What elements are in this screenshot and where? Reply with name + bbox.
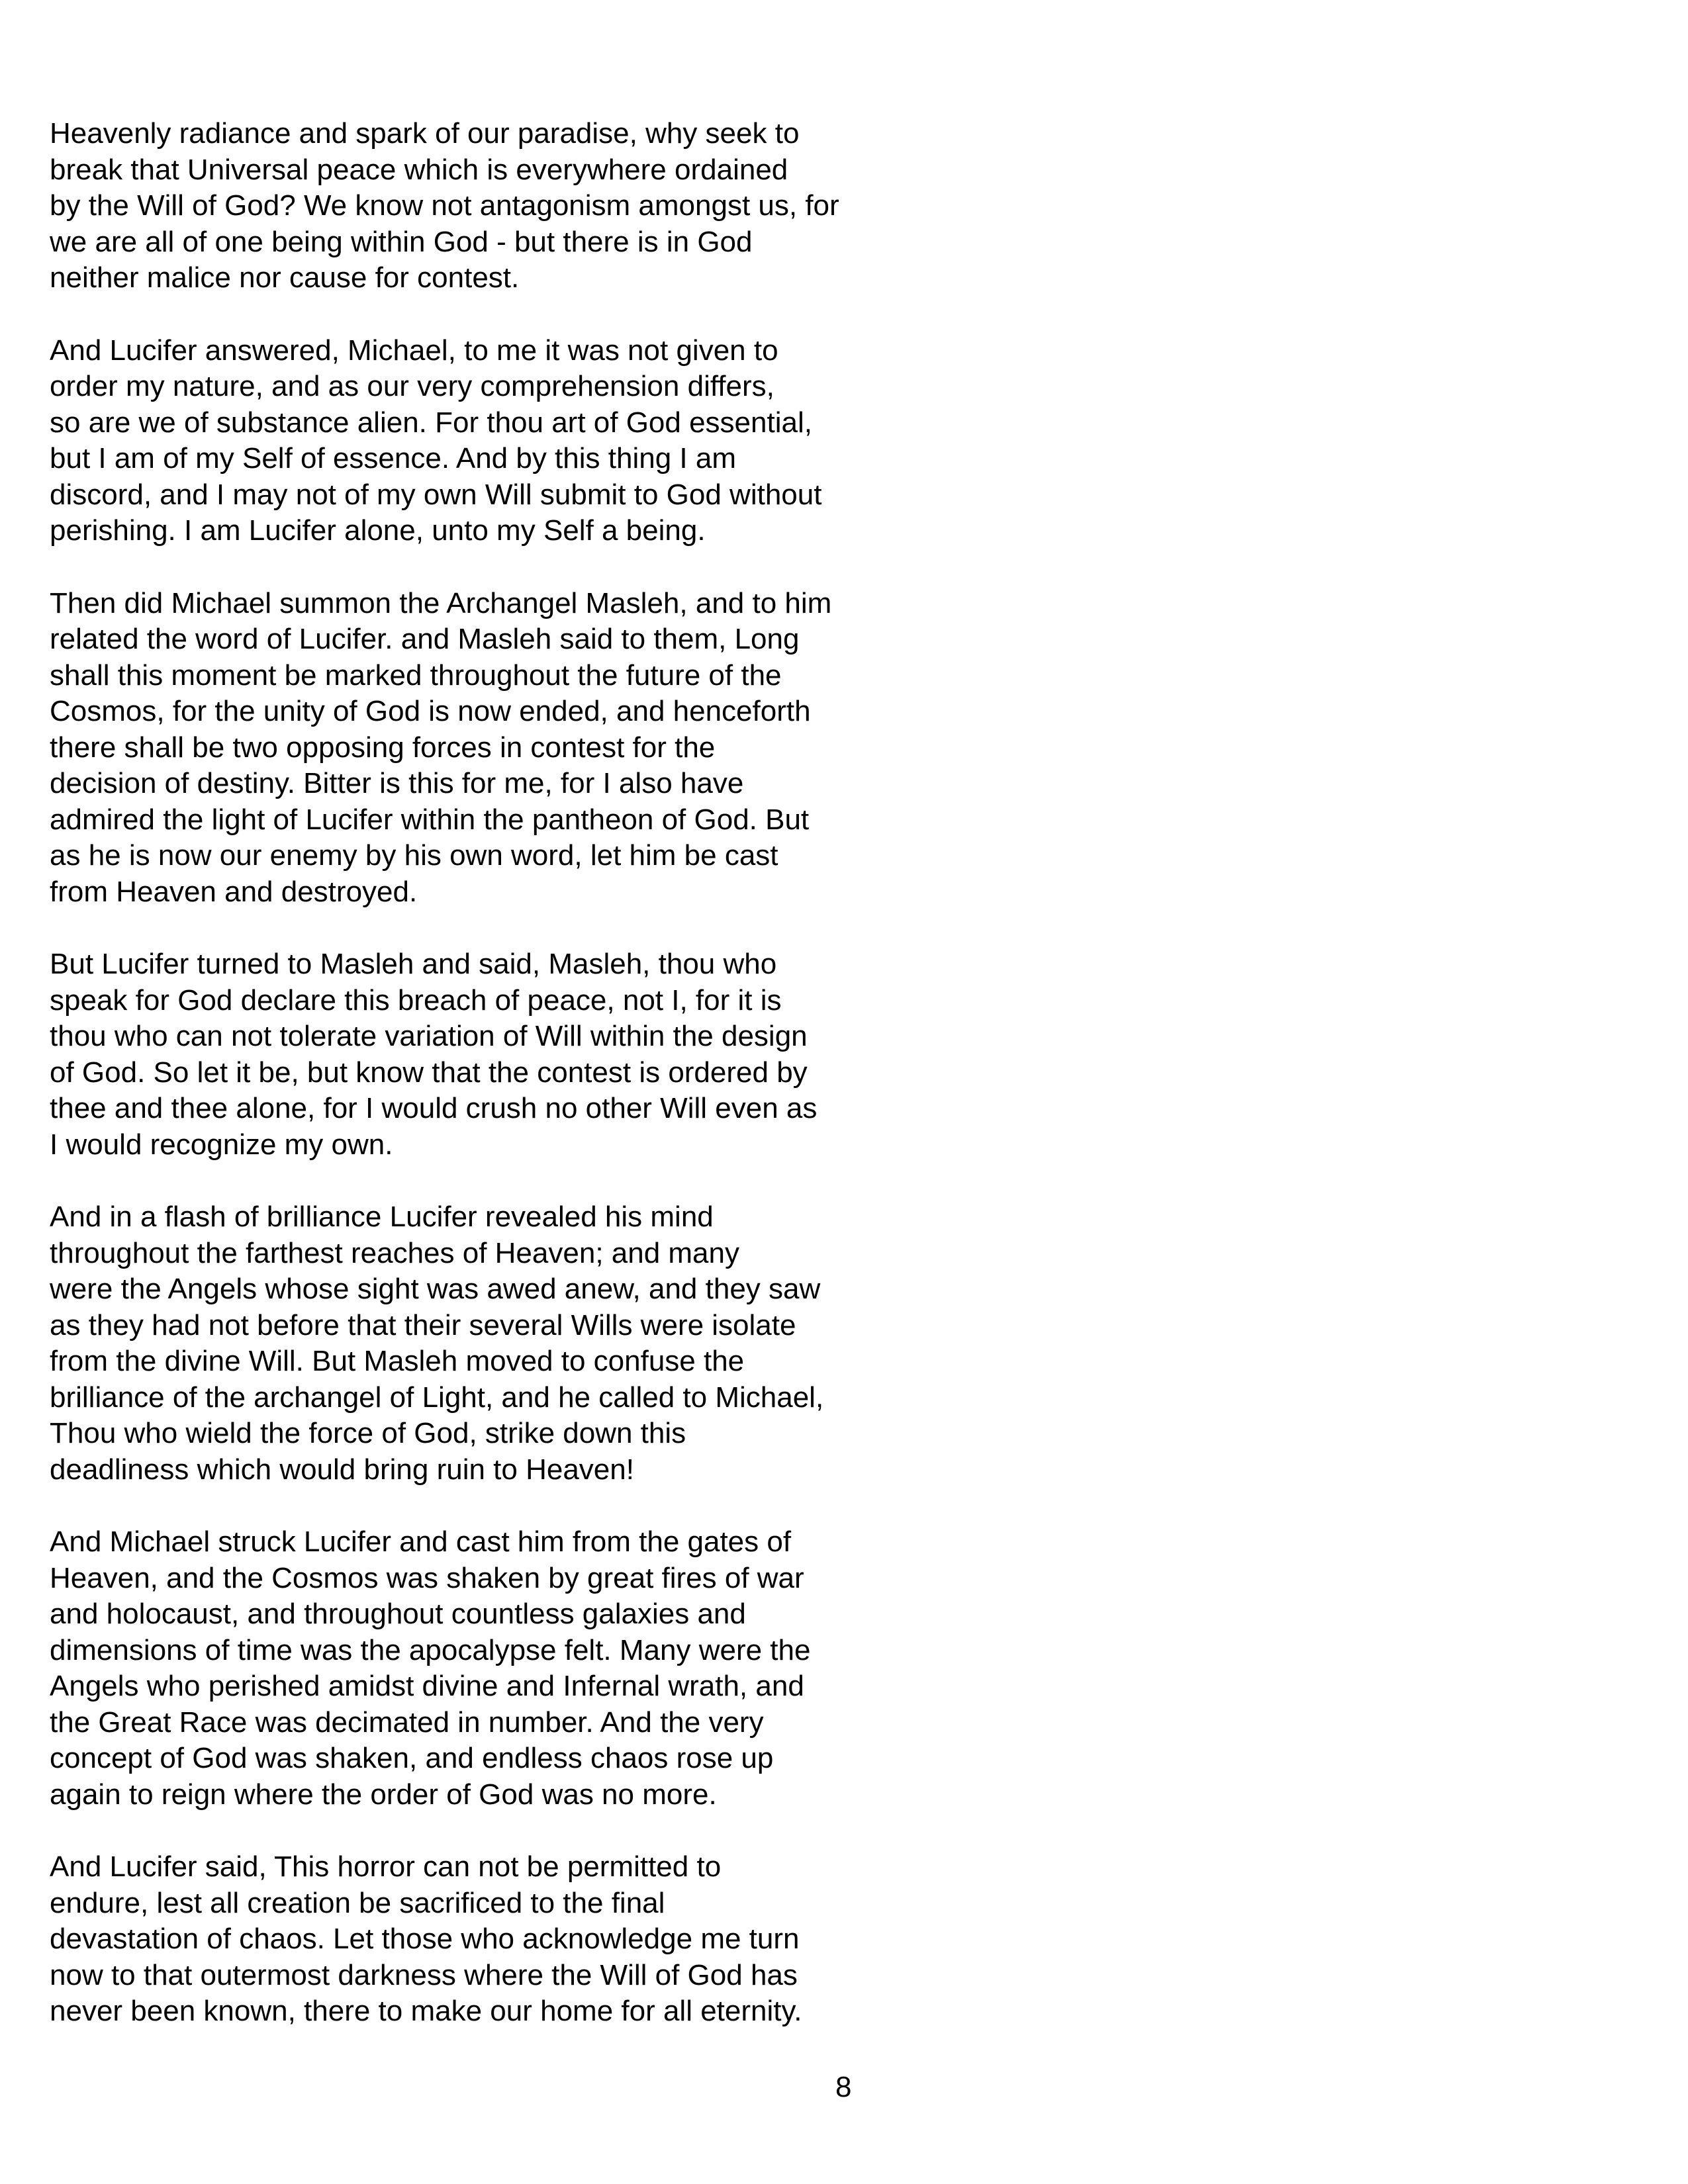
- text-line: the Great Race was decimated in number. And the very: [50, 1706, 764, 1739]
- text-line: again to reign where the order of God was no more.: [50, 1778, 717, 1811]
- text-line: now to that outermost darkness where the Will of God has: [50, 1958, 798, 1991]
- paragraph-1: [50, 116, 910, 296]
- text-line: dimensions of time was the apocalypse felt. Many were the: [50, 1633, 811, 1666]
- text-line: concept of God was shaken, and endless chaos rose up: [50, 1742, 774, 1774]
- text-line: And Michael struck Lucifer and cast him from the gates of: [50, 1525, 792, 1558]
- text-line: admired the light of Lucifer within the pantheon of God. But: [50, 803, 810, 836]
- text-line: thou who can not tolerate variation of Will within the design: [50, 1020, 808, 1052]
- text-line: by the Will of God? We know not antagonism amongst us, for: [50, 189, 839, 222]
- text-line: neither malice nor cause for contest.: [50, 261, 520, 294]
- text-line: so are we of substance alien. For thou art of God essential,: [50, 406, 812, 439]
- text-line: as he is now our enemy by his own word, let him be cast: [50, 839, 778, 872]
- text-line: related the word of Lucifer. and Masleh said to them, Long: [50, 623, 800, 655]
- text-line: But Lucifer turned to Masleh and said, Masleh, thou who: [50, 948, 777, 980]
- text-line: Heaven, and the Cosmos was shaken by great fires of war: [50, 1561, 804, 1594]
- text-line: deadliness which would bring ruin to Heaven!: [50, 1453, 634, 1486]
- paragraph-3: [50, 586, 910, 911]
- text-line: And Lucifer answered, Michael, to me it was not given to: [50, 334, 778, 367]
- text-line: never been known, there to make our home for all eternity.: [50, 1995, 802, 2027]
- text-line: thee and thee alone, for I would crush no other Will even as: [50, 1092, 818, 1124]
- text-line: from Heaven and destroyed.: [50, 875, 418, 908]
- text-line: decision of destiny. Bitter is this for me, for I also have: [50, 767, 744, 799]
- text-line: Cosmos, for the unity of God is now ended, and henceforth: [50, 695, 811, 727]
- paragraph-5: [50, 1199, 910, 1488]
- text-line: devastation of chaos. Let those who acknowledge me turn: [50, 1923, 800, 1955]
- text-line: throughout the farthest reaches of Heaven; and many: [50, 1236, 739, 1269]
- text-line: break that Universal peace which is everywhere ordained: [50, 153, 788, 186]
- paragraph-6: [50, 1524, 910, 1813]
- paragraph-2: [50, 333, 910, 549]
- text-line: but I am of my Self of essence. And by this thing I am: [50, 442, 736, 475]
- text-line: and holocaust, and throughout countless galaxies and: [50, 1598, 746, 1630]
- text-line: Angels who perished amidst divine and Infernal wrath, and: [50, 1670, 804, 1702]
- text-line: discord, and I may not of my own Will submit to God without: [50, 478, 822, 511]
- text-line: shall this moment be marked throughout the future of the: [50, 659, 782, 692]
- text-line: perishing. I am Lucifer alone, unto my Self a being.: [50, 514, 706, 547]
- text-line: order my nature, and as our very comprehension differs,: [50, 370, 774, 402]
- text-line: there shall be two opposing forces in contest for the: [50, 731, 716, 764]
- text-line: speak for God declare this breach of peace, not I, for it is: [50, 983, 782, 1017]
- paragraph-4: [50, 946, 910, 1163]
- document-body: [50, 116, 910, 2066]
- text-line: And in a flash of brilliance Lucifer revealed his mind: [50, 1201, 714, 1233]
- text-line: were the Angels whose sight was awed anew, and they saw: [50, 1273, 821, 1305]
- text-line: Heavenly radiance and spark of our paradise, why seek to: [50, 117, 800, 150]
- paragraph-7: [50, 1849, 910, 2030]
- text-line: we are all of one being within God - but there is in God: [50, 225, 753, 258]
- text-line: I would recognize my own.: [50, 1128, 393, 1161]
- text-line: And Lucifer said, This horror can not be permitted to: [50, 1850, 722, 1883]
- page-number: 8: [835, 2071, 852, 2103]
- text-line: of God. So let it be, but know that the contest is ordered by: [50, 1056, 808, 1089]
- text-line: Thou who wield the force of God, strike down this: [50, 1417, 686, 1449]
- text-line: as they had not before that their several Wills were isolate: [50, 1308, 796, 1342]
- text-line: Then did Michael summon the Archangel Masleh, and to him: [50, 586, 832, 619]
- text-line: endure, lest all creation be sacrificed to the final: [50, 1886, 665, 1919]
- text-line: brilliance of the archangel of Light, and he called to Michael,: [50, 1381, 824, 1414]
- text-line: from the divine Will. But Masleh moved to confuse the: [50, 1345, 745, 1377]
